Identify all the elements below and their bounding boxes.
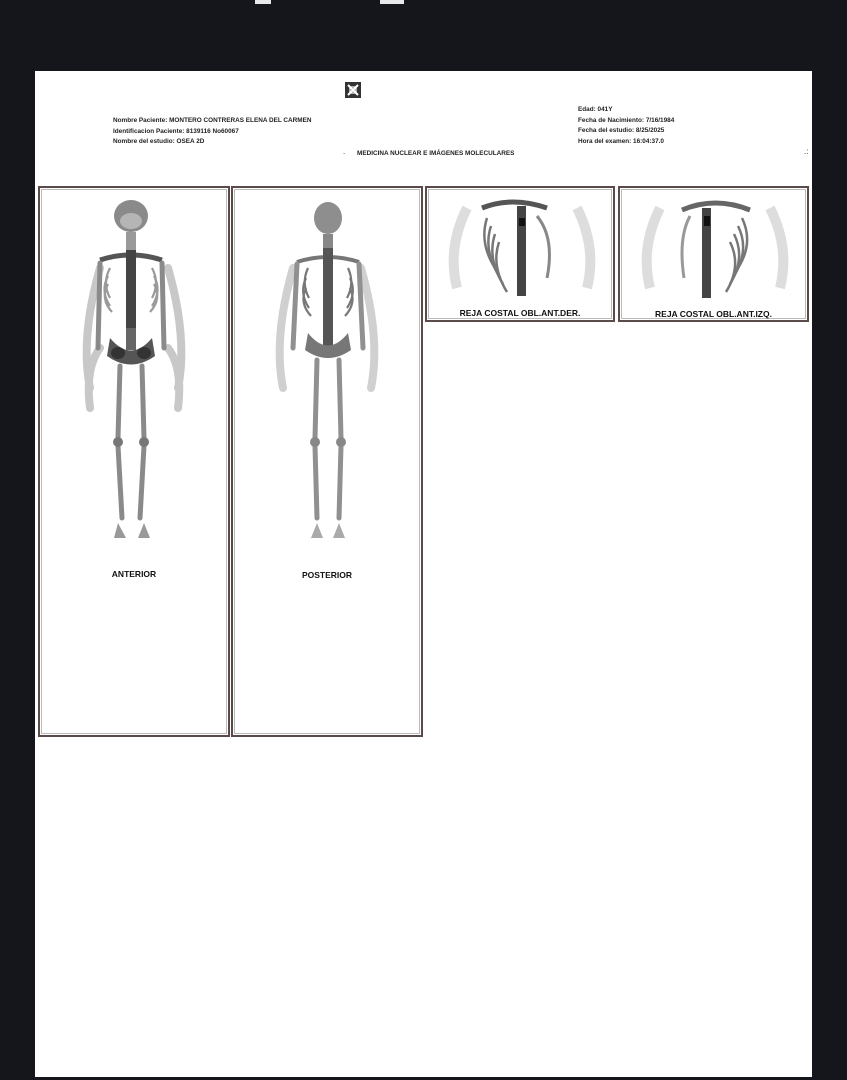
posterior-skeleton-image xyxy=(233,188,421,735)
patient-id: Identificacion Paciente: 8139116 No60067 xyxy=(113,127,239,135)
exam-time: Hora del examen: 16:04:37.0 xyxy=(578,137,664,145)
anterior-scan-panel xyxy=(38,186,230,737)
birth-date: Fecha de Nacimiento: 7/16/1984 xyxy=(578,116,675,124)
patient-name: Nombre Paciente: MONTERO CONTRERAS ELENA DEL CARMEN xyxy=(113,117,312,124)
exam-info-block xyxy=(578,105,674,147)
separator-dot: . xyxy=(343,147,346,156)
department-name: MEDICINA NUCLEAR E IMÁGENES MOLECULARES xyxy=(357,150,515,157)
right-oblique-rib-image xyxy=(427,188,613,306)
right-oblique-label: REJA COSTAL OBL.ANT.DER. xyxy=(459,308,581,318)
institution-logo-icon xyxy=(345,82,361,98)
left-oblique-label: REJA COSTAL OBL.ANT.IZQ. xyxy=(655,309,772,319)
patient-age: Edad: 041Y xyxy=(578,106,613,113)
report-sheet xyxy=(35,71,812,1077)
anterior-skeleton-image xyxy=(40,188,228,735)
patient-info-block xyxy=(113,116,311,148)
posterior-label: POSTERIOR xyxy=(301,570,353,580)
top-bar-mark xyxy=(380,0,404,4)
study-name: Nombre del estudio: OSEA 2D xyxy=(113,138,205,145)
right-oblique-panel xyxy=(425,186,615,322)
anterior-label: ANTERIOR xyxy=(111,569,157,579)
posterior-scan-panel xyxy=(231,186,423,737)
corner-mark: .: xyxy=(804,147,809,156)
study-date: Fecha del estudio: 8/25/2025 xyxy=(578,127,665,134)
left-oblique-panel xyxy=(618,186,809,322)
top-bar-mark xyxy=(255,0,271,4)
left-oblique-rib-image xyxy=(620,188,807,306)
